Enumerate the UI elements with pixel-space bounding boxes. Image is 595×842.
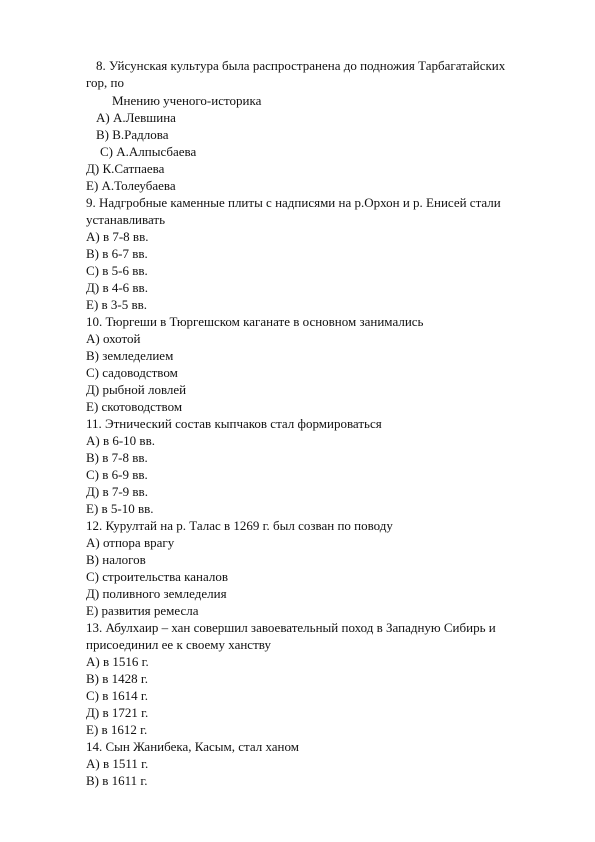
question-10-option-c: С) садоводством	[86, 365, 178, 380]
question-13-option-a: А) в 1516 г.	[86, 654, 149, 669]
question-13-text-line-1: 13. Абулхаир – хан совершил завоевательный поход в Западную Сибирь и	[86, 620, 496, 635]
question-10-option-d: Д) рыбной ловлей	[86, 382, 187, 397]
question-10-text: 10. Тюргеши в Тюргешском каганате в основном занимались	[86, 314, 424, 329]
question-8-text-line-2: гор, по	[86, 75, 124, 90]
question-9-option-a: А) в 7-8 вв.	[86, 229, 149, 244]
question-9-option-e: Е) в 3-5 вв.	[86, 297, 148, 312]
question-10-option-a: А) охотой	[86, 331, 141, 346]
question-11-option-d: Д) в 7-9 вв.	[86, 484, 148, 499]
question-8-option-b: В) В.Радлова	[96, 127, 169, 142]
question-11-text: 11. Этнический состав кыпчаков стал формироваться	[86, 416, 382, 431]
question-9-text-line-2: устанавливать	[86, 212, 166, 227]
question-11-option-e: Е) в 5-10 вв.	[86, 501, 154, 516]
question-14-option-b: В) в 1611 г.	[86, 773, 148, 788]
question-13-option-c: С) в 1614 г.	[86, 688, 149, 703]
question-14-text: 14. Сын Жанибека, Касым, стал ханом	[86, 739, 299, 754]
question-13-option-d: Д) в 1721 г.	[86, 705, 149, 720]
question-11-option-c: С) в 6-9 вв.	[86, 467, 148, 482]
question-13-option-e: Е) в 1612 г.	[86, 722, 148, 737]
question-9-text-line-1: 9. Надгробные каменные плиты с надписями на р.Орхон и р. Енисей стали	[86, 195, 501, 210]
question-9-option-c: С) в 5-6 вв.	[86, 263, 148, 278]
question-12-option-b: В) налогов	[86, 552, 146, 567]
question-10-option-b: В) земледелием	[86, 348, 174, 363]
question-11-option-b: В) в 7-8 вв.	[86, 450, 148, 465]
question-8-option-d: Д) К.Сатпаева	[86, 161, 165, 176]
question-8-text-line-3: Мнению ученого-историка	[112, 93, 262, 108]
question-12-option-e: Е) развития ремесла	[86, 603, 199, 618]
question-14-option-a: А) в 1511 г.	[86, 756, 149, 771]
question-12-option-c: С) строительства каналов	[86, 569, 228, 584]
question-13-option-b: В) в 1428 г.	[86, 671, 149, 686]
question-8-option-a: А) А.Левшина	[96, 110, 176, 125]
question-10-option-e: Е) скотоводством	[86, 399, 183, 414]
question-12-option-d: Д) поливного земледелия	[86, 586, 227, 601]
question-13-text-line-2: присоединил ее к своему ханству	[86, 637, 271, 652]
question-8-option-e: Е) А.Толеубаева	[86, 178, 176, 193]
question-8-option-c: С) А.Алпысбаева	[100, 144, 197, 159]
question-9-option-d: Д) в 4-6 вв.	[86, 280, 148, 295]
question-9-option-b: В) в 6-7 вв.	[86, 246, 148, 261]
question-12-text: 12. Курултай на р. Талас в 1269 г. был созван по поводу	[86, 518, 393, 533]
question-11-option-a: А) в 6-10 вв.	[86, 433, 155, 448]
question-12-option-a: А) отпора врагу	[86, 535, 175, 550]
question-8-text-line-1: 8. Уйсунская культура была распространена до подножия Тарбагатайских	[96, 58, 506, 73]
